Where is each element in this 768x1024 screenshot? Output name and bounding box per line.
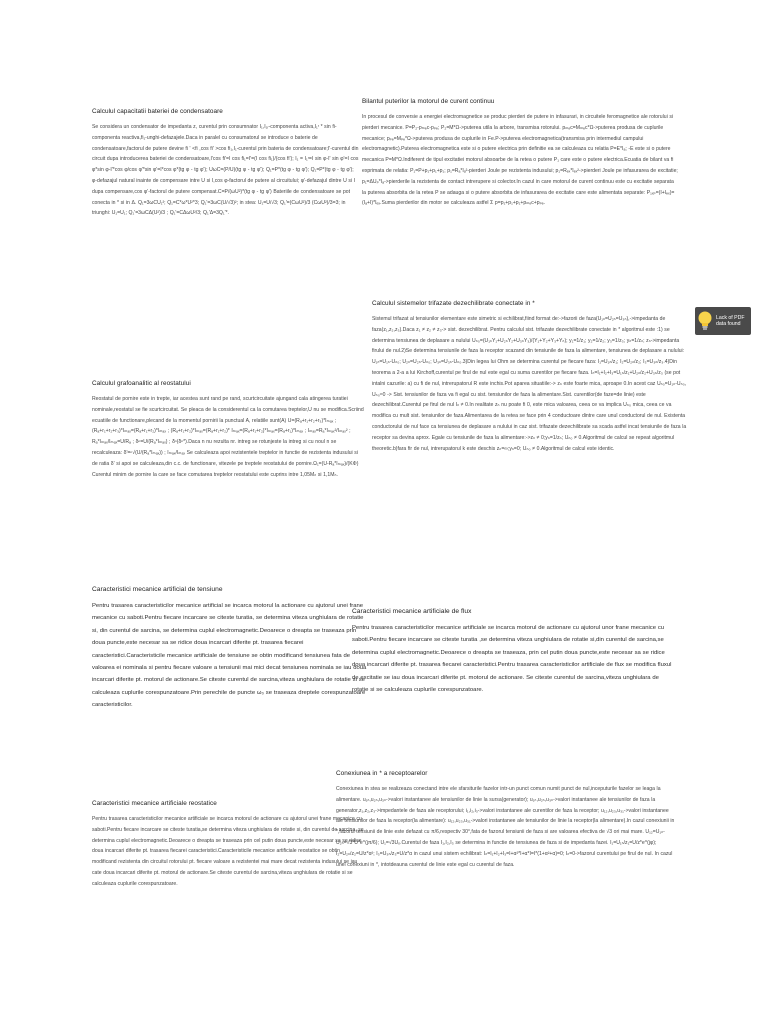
section-flux-characteristics (352, 608, 672, 748)
section-title: Caracteristici mecanice artificiale reostatice (92, 800, 217, 807)
section-body: In procesul de conversie a energiei electromagnetice se produc pierderi de putere in infasurari, in circuitele feromagnetice ale rotorului si pierderi mecanice. P=P₂-pₘₑc-pₚₑ; P₂=M*Ω->puterea utila la arbore, transmisa rotorului. pₘₑc=Mₘₑc*Ω->puterea produsa de cuplurile mecanice; pₚₑ=Mₚₑ*Ω->puterea produsa de cuplurile in Fe.P->puterea electromagnetica(transmisa prin intermediul campului electromagnetic).Puterea electromagnetica este si o putere electrica prin definitie ea se calculeaza cu relatia P=E*Iₐ; -E este si o putere mecanica P=M*Ω.Indiferent de tipul excitatiei motorul absoarbe de la retea o putere P₁ care este o putere electrica.Ecuatia de bilant va fi exprimata de relatia: P₁=P+p₁+p₁+p₁; p₁=Rₐ*Iₐ²-pierderi Joule pe rezistenta indusului; p₁=Rₑₓ*Iₑₓ²->pierderi Joule pe infasurarea de excitatie; p₁=ΔUₚ*Iₐ->pierderile la rezistenta de contact intrerupere si colector.In cazul in care motorul de curent continuu este cu excitatie separata la puterea absorbita de la retea P se adauga si o putere absorbita de infasurarea de excitatie care este alimentata separate: P₁ₓₚ=(I+Iₑₓ)=(Iₐ+I)*Iₑₓ.Suma pierderilor din motor se calculeaza astfel Σ p=p₁+p₁+p₁+pₘₑc+pₚₑ. (362, 114, 678, 207)
pdf-notice-badge[interactable] (695, 307, 751, 335)
lightbulb-icon (697, 310, 713, 332)
section-title: Calculul capacitatii bateriei de condensatoare (92, 108, 223, 115)
section-tension-characteristics (92, 586, 370, 756)
section-body: Sistemul trifazat al tensiunilor elementare este simetric si echilibrat,fiind format de:->fazorii de faza(U₁ₙ=U₂ₙ=U₃ₙ),->impedanta de faza(z₁,z₂,z₃).Daca z₁ ≠ z₂ ≠ z₃-> sist. dezechilibrat. Pentru calculul sist. trifazate dezechilibrate conectate in * algoritmul este :1) se determina tensiunea de deplasare a nulului Uₙ₀=(U₁ₙY₁+U₂ₙY₂+U₃ₙY₃)/(Y₁+Y₂+Y₃+Yₙ); y₁=1/z₁; y₂=1/z₂; y₃=1/z₃; yₙ=1/zₙ; zₙ->impedanta firului de nul.2)Se determina tensiunile de faza la receptor scazand din tensiunile de faza la alimentare, tensiunea de deplasare a nulului: U₁ₙ=U₁ₙ-Uₙ₀; U₂ₙ=U₂ₙ-Uₙ₀; U₃ₙ=U₃ₙ-Uₙ₀.3)Din legea lui Ohm se determina curentul pe fiecare faza: I₁=U₁ₙ/z₁; I₂=U₂ₙ/z₂; I₃=U₃ₙ/z₃.4)Din teorema a 2-a a lui Kirchoff,curentul pe firul de nul este egal cu suma curentilor pe fiecare faza. Iₙ=I₁+I₂+I₃=U₁ₙ/z₁+U₂ₙ/z₂+U₃ₙ/z₃ (se pot intalni cazurile: a) cu fi de nul, intrerupatorul R este inchis.Pot aparea situatiile:-> zₙ este foarte mica, aproape 0.In acest caz Uₙ₀=U₁ₙ-Uₙ₀, Uₙ₀≈0 -> Sist. tensiunilor de faza va fi egal cu sist. tensiunilor de faza la alimentare.Sist. curentilor(de faze=de linie) este dezechilibrat.Curentul pe firul de nul Iₙ ≠ 0.In realitate zₙ nu poate fi 0, este mica valoarea, ceea ce va implica Uₙ₀ mica, ceea ce va modifica cu mult sist. tensiunilor de faza.Alimentarea de la retea se face prin 4 conductoare dintre care unul conductorul de nul. Existenta conductorului de nul face ca tensiunea de deplasare a nulului in caz sist. trifazate dezechilibrate sa scada astfel incat tensiunile de faza la receptor sa devina aprox. Egale cu tensiunile de faza la alimentare:->zₙ ≠ 0;yₙ=1/zₙ; Uₙ₀ ≠ 0.Algoritmul de calcul se repeat algoritmul theoretic.b)fara fir de nul, intrerupatorul k este deschis zₙ=∞;yₙ=0; Uₙ₀ ≠ 0.Algoritmul de calcul este identic. (372, 316, 687, 452)
section-rheostat (92, 380, 364, 616)
section-body: Pentru trasarea caracteristicilor mecanice artificial se incarca motorul la actionare cu ajutorul unei frane mecanice cu saboti.Pentru fiecare incarcare se citeste turatia, se determina viteza unghiulara de rotatie si, din curentul de sarcina, se determina cuplul electromagnetic.Deoarece o dreapta se traseaza prin doua puncte,este necesar sa se ridice doua incarcari diferite pt. trasarea fiecarei caracteristici.Caracteristicile mecanice artificiale de tensiune se obtin modificand tensiunea fata de valoarea ei nominala si pentru fiecare valoare a tensiunii mai mici decat tensiunea nominala se iau doua incarcari diferite pt. motorul de actionare.Se citeste curentul de sarcina,viteza unghiulara de rotatie si se calculeaza cuplurile corespunzatoare.Prin perechile de puncte ω₀ se traseaza dreptele corespunzatoare caracteristicilor. (92, 603, 367, 709)
section-body: Se considera un condensator de impedanta z, curentul prin consumnator I₁,I₁ᵣ-componenta activa,I₁ʳ * sin fi-componenta reactiva,fi₁-unghi-defazajele.Daca in paralel cu consumatorul se introduce o baterie de condensatoare,factorul de putere devine fi ' <fi ,cos fi' >cos fi₁,I₁-curentul prin bateria de condensatoare;I'-curentul din circuit dupa introducerea bateriei de condensatoare,I'cos fi'=I cos fi₁=I'=(I cos fi₁)/(cos fi'); I₁ = I₁ʳ=I sin φ-I' sin φ'=I cos φ*sin φ-I'*cos φ/cos φ'*sin φ'=I*cos φ*(tg φ - tg φ'); UωC=(P/U)(tg φ - tg φ'); Q₁=P*(tg φ - tg φ'); Q₁=P*(tg φ - tg φ'); φ-defazajul natural inainte de compensare intre U si I,cos φ-factorul de putere al circuitului; φ'-defazajul dintre U si I dupa compensare,cos φ'-factorul de putere compensat.C=P/(ωU²)*(tg φ - tg φ') Bateriile de condensatoare se pot conecta in * si in Δ. Q₁=3ωCU₁²; Q₁=C*ω*U²*3; Q₁'=3ωC(U/√3)²; in stea: U₁=U/√3; Q₁'=(CωU²)/3 (CωU²)/3=3; in triunghi: U₁=U₁; Q₁'=3ωCΔ(U²)/3 ; Q₁'=CΔωU²/3; Q₁'Δ=3Q₁'*. (92, 124, 359, 217)
section-star-connection (336, 770, 676, 946)
section-capacitor (92, 108, 360, 284)
section-title: Bilantul puterilor la motorul de curent continuu (362, 98, 495, 105)
section-body: Pentru trasarea caracteristicilor mecanice artificiale se incarca motorul de actionare cu ajutorul unor frane mecanice cu saboti.Pentru fiecare incarcare se citeste turatia ,se determina viteza unghiulara de rotatie si,din curentul de sarcina,se determina cuplul electromagnetic.Deoarece o dreapta se traseaza, prin cel putin doua puncte,este necesar sa se ridice doua incarcari diferite pt. trasarea fiecarei caracteristici.Pentru trasarea caracteristicilor artificiale de flux se modifica fluxul de excitatie se iau doua incarcari diferite pt. motorul de actionare. Se citeste curentul de sarcina,viteza unghiulara de rotatie si se calculeaza cuplurile corespunzatoare. (352, 625, 672, 694)
section-body: Reostatul de pornire este in trepte, iar acestea sunt rand pe rand, scurtcircuitate ajungand cala atingerea turatiei nominale,reostatul se fie scurtcircuitat. Se pleaca de la considerentul ca la comutarea treptelor,U nu se modifica.Scriind ecuatiile de functionare,plecand de la momentul pornirii la punctual A, relatiile sunt(A) U=(Rₐ+r₁+r₂+r₃)*Iₘₐₓ ; (Rₐ+r₁+r₂+r₃)*Iₘₐₓ=(Rₐ+r₁+r₂)*Iₘₐₓ ; (Rₐ+r₁+r₂)*Iₘₐₓ=(Rₐ+r₁+r₂)* Iₘₐₓ=(Rₐ+r₁+r₂)*Iₘₐₓ=(Rₐ+r₁)*Iₘₐₓ ; Iₘₐₓ=Rₐ*Iₘₐₓ²/Iₘₐₓ² ; Rₐ*Iₘₐₓ/Iₘₐₓ=U/Rₐ ; δⁿ=U/(Rₐ*Iₘₐₓ) ; δⁿ(δⁿ*).Daca n nu rezulta nr. intreg se rotunjeste la intreg si cu noul n se recalculeaza: δ'=ⁿ√(U/(Rₐ*Iₘₐₓ)) ; Iₘₐₓ/Iₘₐₓ Se calculeaza apoi rezistentele treptelor in functie de rezistenta indusului si de ratia δ' si apoi se calculeaza,din c.c. de functionare, vitezele pe treptele reostatului de pornire.Ω₁=(U-Rₐ*Iₘₐₓ)/(KΦ) Curentul minim de pornire la care se face comutarea treptelor reostatului este cuprins intre 1,05Mₙ si 1,1Mₙ. (92, 396, 364, 478)
section-motor-balance (362, 98, 678, 284)
section-title: Conexiunea in * a receptoarelor (336, 770, 428, 777)
section-body: Conexiunea in stea se realizeaza conectand intre ele sfarsiturile fazelor intr-un punct comun numit punct de nul,inceputurile fazelor se leaga la alimentare. u₁ₙ,u₂ₙ,u₃ₙ->valori instantanee ale tensiunilor de linie la sursa(generator); u₁ₙ,u₂ₙ,u₃ₙ->valori instantanee ale tensiunilor de faza la generator,z₁,z₂,z₃->impedantele de faza ale receptorului; i₁,i₂,i₃->valori instantanee ale curentilor de faza la receptor; u₁₂,u₂₃,u₃₁->valori instantanee ale tensiunilor de faza la receptor(la alimentare): u₁₂,u₂₃,u₃₁->valori instantanee ale tensiunilor de linie la receptor(la alimentare).In cazul conexiunii in *,fazorul tensiunii de linie este defazat cu π/6,respectiv 30°,fata de fazorul tensiunii de faza si are valoarea efectiva de √3 ori mai mare. U₁₂=U₁ₙ-U₂ₙ=√3*U*e^(jπ/6); U₁=√3Uₒ.Curentul de faza I₁,I₂,I₃ se determina in functie de tensiunea de faza si de impedanta fazei. I₁=U₁ₙ/z₁=U/z*e^(jφ); I₂=U₂ₙ/z₂=U/z*α²; I₃=U₃ₙ/z₃=U/z*α in cazul unui sistem echilibrat: Iₙ=I₁+I₂+I₃=I+α²*I+α*I=I*(1+α²+α)=0; Iₙ=0->fazorul curentului pe firul de nul. In cazul unei conexiuni in *, intotdeauna curentul de linie este egal cu curentul de faza. (336, 786, 675, 868)
section-title: Calculul grafoanalitic al reostatului (92, 380, 191, 387)
section-title: Caracteristici mecanice artificiale de flux (352, 608, 472, 615)
section-rheostatic-characteristics (92, 800, 364, 930)
pdf-notice-text: Lack of PDF data found (716, 314, 745, 327)
section-title: Calculul sistemelor trifazate dezechilibrate conectate in * (372, 300, 535, 307)
section-title: Caracteristici mecanice artificial de tensiune (92, 586, 223, 593)
section-body: Pentru trasarea caracteristicilor mecanice artificiale se incarca motorul de actionare cu ajutorul unei frane mecanice cu saboti.Pentru fiecare incarcare se citeste turatia,se determina viteza unghiulara de rotatie si, din curentul de sarcina, se determina cuplul electromagnetic.Deoarece o dreapta se traseaza prin cel putin doua puncte,este necesar sa se ridice doua incarcari diferite pt. trasarea fiecarei caracteristici.Caracteristicile mecanice artificiale reostatice se obtin modificand rezistenta din circuitul rotorului pt. fiecare valoare a rezistentei mai mare decat rezistenta indusului se iau cate doua incarcari diferite pt. motorul de actionare.Se citeste curentul de sarcina,viteza unghiulara de rotatie si se calculeaza cuplurile corespunzatoare. (92, 816, 364, 887)
